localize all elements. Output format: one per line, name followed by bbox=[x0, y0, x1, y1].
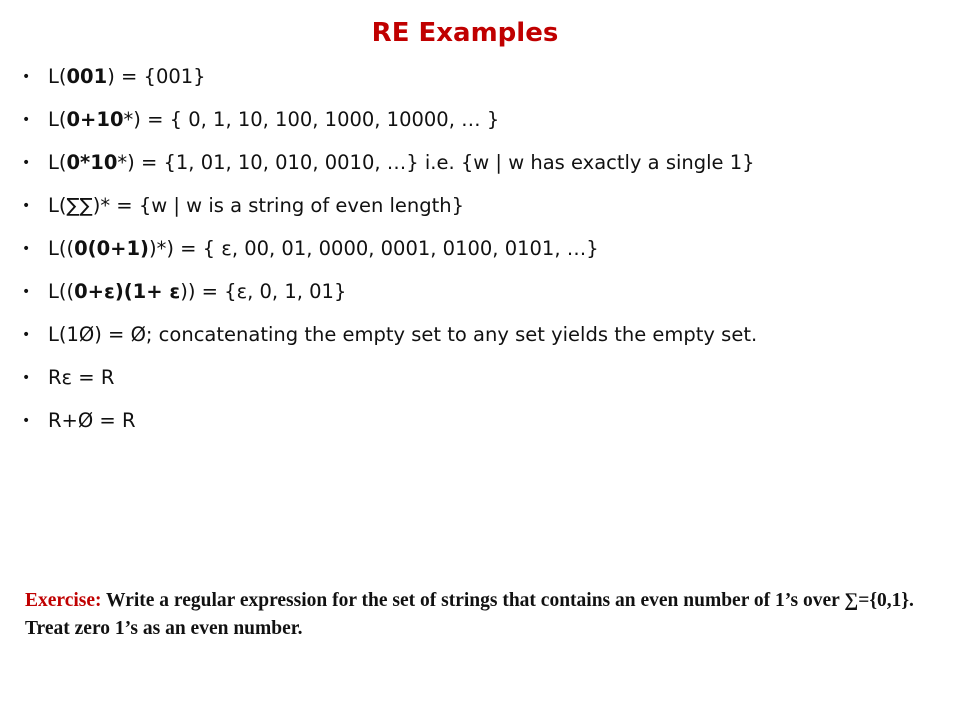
item-text: )*) = { ε, 00, 01, 0000, 0001, 0100, 0101, …} bbox=[148, 237, 599, 260]
item-bold-text: 0+ε)(1+ ε bbox=[74, 280, 181, 303]
bullet-icon: • bbox=[22, 327, 31, 343]
item-bold-text: 001 bbox=[66, 65, 108, 88]
item-bold-text: 0*10 bbox=[66, 151, 118, 174]
bullet-icon: • bbox=[22, 370, 31, 386]
exercise-box bbox=[25, 587, 945, 643]
list-item bbox=[22, 189, 952, 232]
slide-title: RE Examples bbox=[371, 18, 559, 48]
list-item bbox=[22, 146, 952, 189]
item-text: L(∑∑)* = {w | w is a string of even length} bbox=[48, 194, 465, 217]
list-item bbox=[22, 275, 952, 318]
item-bold-text: 0(0+1) bbox=[74, 237, 149, 260]
item-bold-text: 0+10 bbox=[66, 108, 124, 131]
list-item bbox=[22, 60, 952, 103]
bullet-icon: • bbox=[22, 155, 31, 171]
item-text: L(1Ø) = Ø; concatenating the empty set to any set yields the empty set. bbox=[48, 323, 758, 346]
item-text: )) = {ε, 0, 1, 01} bbox=[180, 280, 347, 303]
item-text: L(( bbox=[48, 237, 75, 260]
bullet-icon: • bbox=[22, 112, 31, 128]
list-item bbox=[22, 318, 952, 361]
list-item bbox=[22, 103, 952, 146]
bullet-icon: • bbox=[22, 241, 31, 257]
list-item bbox=[22, 232, 952, 275]
list-item bbox=[22, 361, 952, 404]
exercise-label: Exercise: bbox=[25, 590, 102, 611]
list-item bbox=[22, 404, 952, 447]
item-text: ) = {001} bbox=[107, 65, 206, 88]
item-text: Rε = R bbox=[48, 366, 115, 389]
examples-list bbox=[22, 60, 952, 447]
bullet-icon: • bbox=[22, 69, 31, 85]
item-text: L(( bbox=[48, 280, 75, 303]
bullet-icon: • bbox=[22, 284, 31, 300]
item-text: *) = {1, 01, 10, 010, 0010, …} i.e. {w | w has exactly a single 1} bbox=[117, 151, 755, 174]
item-text: *) = { 0, 1, 10, 100, 1000, 10000, … } bbox=[123, 108, 500, 131]
bullet-icon: • bbox=[22, 413, 31, 429]
item-text: L( bbox=[48, 65, 67, 88]
item-text: L( bbox=[48, 108, 67, 131]
exercise-text: Write a regular expression for the set of strings that contains an even number of 1’s over ∑={0,1}. Treat zero 1’s as an even number. bbox=[25, 590, 914, 639]
bullet-icon: • bbox=[22, 198, 31, 214]
item-text: L( bbox=[48, 151, 67, 174]
item-text: R+Ø = R bbox=[48, 409, 136, 432]
